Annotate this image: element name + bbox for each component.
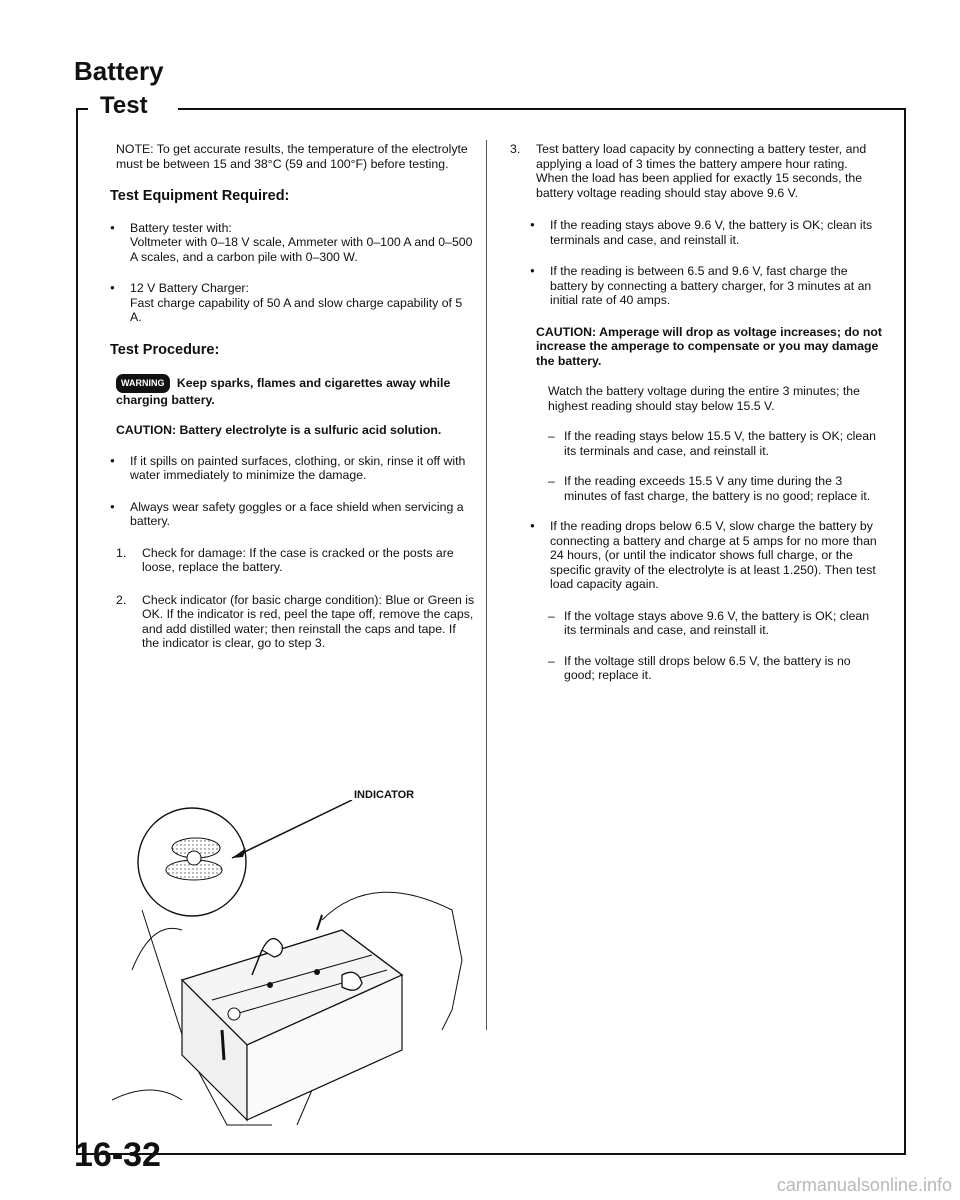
bullet-item: ● If it spills on painted surfaces, clothing, or skin, rinse it off with water immediately to minimize the damage. xyxy=(116,454,476,483)
dash-glyph: – xyxy=(548,608,555,623)
left-column xyxy=(110,142,476,669)
warning xyxy=(116,374,476,407)
step-text: Check for damage: If the case is cracked or the posts are loose, replace the battery. xyxy=(142,545,454,574)
equipment-item xyxy=(116,221,476,265)
caution: CAUTION: Battery electrolyte is a sulfuric acid solution. xyxy=(116,423,442,437)
dash-glyph: – xyxy=(548,653,555,668)
bullet-item: ● If the reading drops below 6.5 V, slow charge the battery by connecting a battery and charge at 5 amps for no more than 24 hours, (or until the indicator shows full charge, or the specific gravity of the electrolyte is at least 1.250). Then test load capacity again. xyxy=(536,519,882,592)
note: NOTE: To get accurate results, the temperature of the electrolyte must be between 15 and 38°C (59 and 100°F) before testing. xyxy=(116,142,468,171)
dash-glyph: – xyxy=(548,474,555,488)
dash-item xyxy=(548,609,882,638)
warning-text: Keep sparks, flames and cigarettes away while charging battery. xyxy=(116,376,451,407)
section-title: Test xyxy=(96,92,152,120)
procedure-heading: Test Procedure: xyxy=(110,341,220,358)
dash-item xyxy=(548,474,882,503)
step-number: 2. xyxy=(116,592,127,607)
watch-text: Watch the battery voltage during the entire 3 minutes; the highest reading should stay below 15.5 V. xyxy=(548,384,860,413)
step-item xyxy=(116,546,476,575)
bullet-item: ● If the reading is between 6.5 and 9.6 V, fast charge the battery by connecting a battery charger, for 3 minutes at an initial rate of 40 amps. xyxy=(536,264,882,308)
dash-text: If the reading stays below 15.5 V, the battery is OK; clean its terminals and case, and reinstall it. xyxy=(564,429,876,458)
column-divider xyxy=(486,140,487,1030)
step-number: 1. xyxy=(116,545,127,560)
right-column xyxy=(510,142,882,699)
warning-badge: WARNING xyxy=(116,374,170,393)
dash-item xyxy=(548,429,882,458)
page-number: 16-32 xyxy=(74,1136,161,1174)
step-text: Test battery load capacity by connecting a battery tester, and applying a load of 3 times the battery ampere hour rating. When the load has been applied for exactly 15 seconds, the battery voltage reading should stay above 9.6 V. xyxy=(536,142,867,200)
page-title: Battery xyxy=(74,56,164,86)
step-text: Check indicator (for basic charge condition): Blue or Green is OK. If the indicator is red, peel the tape off, remove the caps, and add distilled water; then reinstall the caps and tape. If the indicator is clear, go to step 3. xyxy=(142,592,475,650)
dash-text: If the reading exceeds 15.5 V any time during the 3 minutes of fast charge, the battery is no good; replace it. xyxy=(564,474,871,503)
bullet-item: ● Always wear safety goggles or a face shield when servicing a battery. xyxy=(116,500,476,529)
dash-text: If the voltage still drops below 6.5 V, the battery is no good; replace it. xyxy=(564,653,851,682)
equipment-heading: Test Equipment Required: xyxy=(110,188,290,204)
step-number: 3. xyxy=(510,142,521,156)
indicator-label: INDICATOR xyxy=(354,789,415,801)
battery-illustration xyxy=(112,800,472,1130)
equipment-item xyxy=(116,281,476,325)
caution: CAUTION: Amperage will drop as voltage increases; do not increase the amperage to compensate or you may damage the battery. xyxy=(536,324,882,368)
dash-item xyxy=(548,654,882,683)
watermark: carmanualsonline.info xyxy=(776,1175,952,1195)
equipment-title: Battery tester with: xyxy=(130,220,232,235)
equipment-text: Voltmeter with 0–18 V scale, Ammeter with 0–100 A and 0–500 A scales, and a carbon pile with 0–300 W. xyxy=(130,235,473,264)
step-item xyxy=(510,142,882,200)
bullet-item: ● If the reading stays above 9.6 V, the battery is OK; clean its terminals and case, and reinstall it. xyxy=(536,218,882,247)
dash-text: If the voltage stays above 9.6 V, the battery is OK; clean its terminals and case, and reinstall it. xyxy=(564,608,870,637)
equipment-text: Fast charge capability of 50 A and slow charge capability of 5 A. xyxy=(130,295,463,324)
dash-glyph: – xyxy=(548,429,555,443)
step-item xyxy=(116,593,476,651)
frame-top-left xyxy=(76,108,88,110)
frame-top-right xyxy=(178,108,904,110)
equipment-title: 12 V Battery Charger: xyxy=(130,281,249,295)
